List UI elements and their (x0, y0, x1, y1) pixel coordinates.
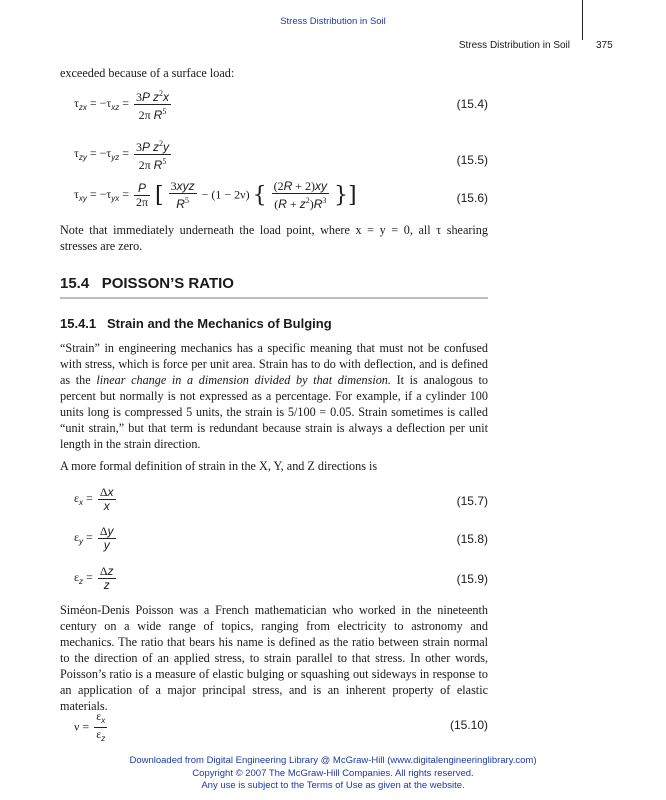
footer-copyright: Copyright © 2007 The McGraw-Hill Companies. All rights reserved. (192, 767, 474, 779)
note-paragraph: Note that immediately underneath the load point, where x = y = 0, all τ shearing stresses are zero. (60, 223, 488, 253)
section-rule (60, 297, 488, 299)
text-run: It is analogous to percent but normally is not expressed as a percentage. For example, if a cylinder 100 units long is compressed 5 units, the strain is 5/100 = 0.05. Strain sometimes is called “unit strain,” but that term is redundant because strain is always a deflection per unit length in the strain direction. (60, 373, 488, 451)
subsection-title: Strain and the Mechanics of Bulging (107, 316, 332, 331)
equation-15-10: ν = $\frac{\varepsilon_x}{\varepsilon_z}$ (74, 709, 106, 743)
top-link[interactable]: Stress Distribution in Soil (280, 16, 386, 27)
section-title: POISSON’S RATIO (101, 275, 234, 292)
equation-number: (15.9) (456, 572, 488, 586)
section-heading (60, 275, 234, 292)
equation-15-6: $\tau_{xy} = -\tau_{yx}$ = $\frac{P}{2\pi}$ [ $\frac{\text{3xyz}}{R^5}$ − (1 − 2ν) { $\frac{(2R + 2)xy}{(R + z^2)R^3}$ }] (74, 179, 357, 211)
intro-text: exceeded because of a surface load: (60, 66, 235, 80)
poisson-paragraph: Siméon-Denis Poisson was a French mathematician who worked in the nineteenth century on a wide range of topics, ranging from electricity to astronomy and mechanics. The ratio that bears his name is defined as the ratio between strain normal to the direction of an applied stress, to strain parallel to that stress. In other words, Poisson’s ratio is a measure of elastic bulging or squashing out sideways in response to an application of a major principal stress, and is an inherent property of elastic materials. (60, 603, 488, 713)
equation-15-4: $\tau_{zx} = -\tau_{xz}$ = $\frac{3P z^2x}{2\pi R^5}$ (74, 89, 169, 122)
page-number: 375 (596, 40, 613, 51)
footer-terms-link[interactable]: Any use is subject to the Terms of Use as given at the website. (201, 780, 465, 791)
running-title: Stress Distribution in Soil (458, 40, 570, 51)
equation-number: (15.7) (456, 494, 488, 508)
subsection-heading (60, 316, 332, 331)
equation-number: (15.6) (456, 191, 488, 205)
equation-15-8: $\varepsilon_y$ = $\frac{\Delta y}{y}$ (74, 524, 114, 552)
equation-15-9: $\varepsilon_z$ = $\frac{\Delta z}{z}$ (74, 564, 114, 592)
equation-number: (15.8) (456, 532, 488, 546)
emphasis-text: linear change in a dimension divided by that dimension. (96, 373, 391, 387)
strain-definition-intro: A more formal definition of strain in the X, Y, and Z directions is (60, 459, 378, 473)
text-run: “Strain” in engineering mechanics has a specific meaning that must not be confused with stress, which is force per unit area. Strain has to do with deflection, and is defined as the (60, 341, 488, 387)
section-number: 15.4 (60, 275, 90, 292)
equation-15-5: $\tau_{zy} = -\tau_{yz}$ = $\frac{3P z^2y}{2\pi R^5}$ (74, 139, 169, 172)
header-divider (582, 0, 583, 40)
strain-paragraph (60, 340, 488, 452)
footer (0, 755, 666, 793)
footer-download-link[interactable]: Downloaded from Digital Engineering Library @ McGraw-Hill (www.digitalengineeringlibrary.com) (129, 755, 537, 766)
equation-15-7: $\varepsilon_x$ = $\frac{\Delta x}{x}$ (74, 485, 114, 513)
equation-number: (15.5) (456, 153, 488, 167)
equation-number: (15.10) (449, 718, 488, 732)
equation-number: (15.4) (456, 97, 488, 111)
subsection-number: 15.4.1 (60, 316, 97, 331)
